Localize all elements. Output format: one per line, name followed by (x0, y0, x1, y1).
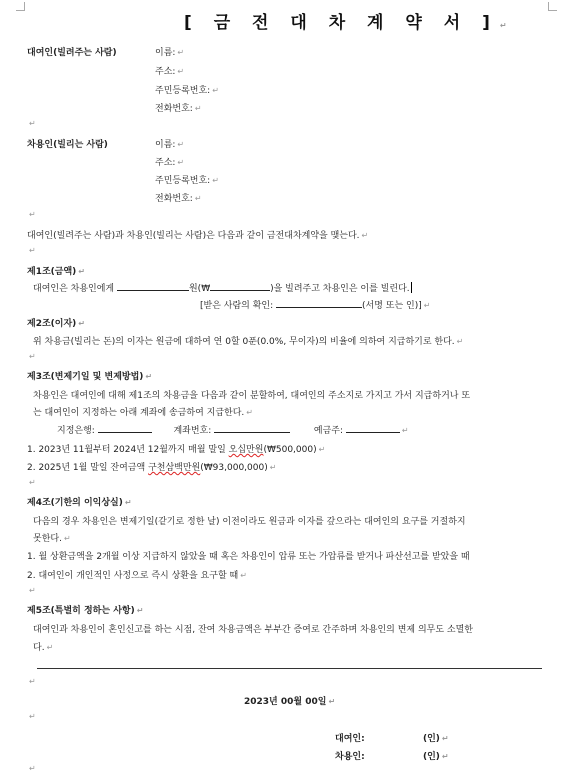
bank-name-blank[interactable] (98, 423, 152, 433)
paragraph-mark: ↵ (29, 210, 36, 219)
paragraph-mark: ↵ (29, 764, 36, 773)
article-1-line-2: [받은 사람의 확인: (서명 또는 인)] ↵ (200, 298, 430, 311)
paragraph-mark: ↵ (29, 352, 36, 361)
amount-won-blank[interactable] (210, 281, 270, 291)
lender-name-field: 이름: ↵ (155, 48, 185, 58)
borrower-name-field: 이름: ↵ (155, 140, 185, 150)
repayment-item-1: 1. 2023년 11월부터 2024년 12월까지 매월 말일 오십만원(₩500,000) ↵ (27, 445, 326, 455)
article-4-paragraph-line-1: 다음의 경우 차용인은 변제기일(같기로 정한 날) 이전이라도 원금과 이자를 갚으라는 대여인의 요구를 거절하지 (33, 517, 466, 527)
amount-korean-blank[interactable] (117, 281, 189, 291)
receiver-signature-blank[interactable] (276, 298, 362, 308)
borrower-signature-line: 차용인: (인) ↵ (335, 752, 449, 762)
article-2-heading: 제2조(이자) ↵ (27, 319, 85, 329)
acceleration-item-2: 2. 대여인이 개인적인 사정으로 즉시 상환을 요구할 때 ↵ (27, 571, 247, 581)
lender-phone-field: 전화번호: ↵ (155, 104, 202, 114)
acceleration-item-1: 1. 월 상환금액을 2개월 이상 지급하지 않았을 때 혹은 차용인이 압류 또는 가압류를 받거나 파산선고를 받았을 때 (27, 552, 470, 562)
article-5-paragraph-line-2: 다. ↵ (33, 643, 54, 653)
page-corner-mark-left (16, 2, 25, 11)
paragraph-mark: ↵ (29, 119, 36, 128)
article-4-paragraph-line-2: 못한다. ↵ (33, 534, 71, 544)
article-1-line-1: 대여인은 차용인에게 원(₩ )을 빌려주고 차용인은 이를 빌린다. (33, 281, 412, 294)
account-info-line: 지정은행: 계좌번호: 예금주: ↵ (57, 423, 409, 436)
borrower-address-field: 주소: ↵ (155, 158, 185, 168)
borrower-heading: 차용인(빌리는 사람) (27, 140, 108, 150)
paragraph-mark: ↵ (29, 246, 36, 255)
intro-paragraph: 대여인(빌려주는 사람)과 차용인(빌리는 사람)은 다음과 같이 금전대차계약을 맺는다. ↵ (27, 231, 369, 241)
lender-signature-line: 대여인: (인) ↵ (335, 734, 449, 744)
article-3-paragraph-line-2: 는 대여인이 지정하는 아래 계좌에 송금하여 지급한다. ↵ (33, 408, 253, 418)
account-holder-blank[interactable] (346, 423, 400, 433)
article-5-heading: 제5조(특별히 정하는 사항) ↵ (27, 606, 144, 616)
paragraph-mark: ↵ (29, 478, 36, 487)
lender-heading: 대여인(빌려주는 사람) (27, 48, 117, 58)
text-cursor (411, 282, 412, 293)
document-title: [ 금 전 대 차 계 약 서 ] ↵ (184, 13, 515, 33)
article-1-heading: 제1조(금액) ↵ (27, 267, 85, 277)
article-3-paragraph-line-1: 차용인은 대여인에 대해 제1조의 차용금을 다음과 같이 분할하여, 대여인의 주소지로 가지고 가서 지급하거나 또 (33, 391, 471, 401)
borrower-rrn-field: 주민등록번호: ↵ (155, 176, 219, 186)
article-2-text: 위 차용금(빌리는 돈)의 이자는 원금에 대하여 연 0할 0푼(0.0%, 무이자)의 비율에 의하여 지급하기로 한다. ↵ (33, 337, 464, 347)
account-number-blank[interactable] (214, 423, 290, 433)
borrower-seal[interactable]: (인) (422, 752, 440, 762)
lender-rrn-field: 주민등록번호: ↵ (155, 86, 219, 96)
lender-address-field: 주소: ↵ (155, 67, 185, 77)
repayment-item-2: 2. 2025년 1월 말일 잔여금액 구천삼백만원(₩93,000,000) ↵ (27, 463, 277, 473)
page-corner-mark-right (548, 2, 557, 11)
paragraph-mark: ↵ (29, 586, 36, 595)
paragraph-mark: ↵ (29, 712, 36, 721)
article-3-heading: 제3조(변제기일 및 변제방법) ↵ (27, 372, 153, 382)
lender-seal[interactable]: (인) (422, 734, 440, 744)
contract-date: 2023년 00월 00일 ↵ (244, 697, 336, 707)
paragraph-mark: ↵ (29, 677, 36, 686)
article-5-paragraph-line-1: 대여인과 차용인이 혼인신고를 하는 시점, 잔여 차용금액은 부부간 증여로 간주하며 차용인의 변제 의무도 소멸한 (33, 625, 473, 635)
borrower-phone-field: 전화번호: ↵ (155, 194, 202, 204)
horizontal-divider (37, 668, 542, 669)
article-4-heading: 제4조(기한의 이익상실) ↵ (27, 498, 132, 508)
